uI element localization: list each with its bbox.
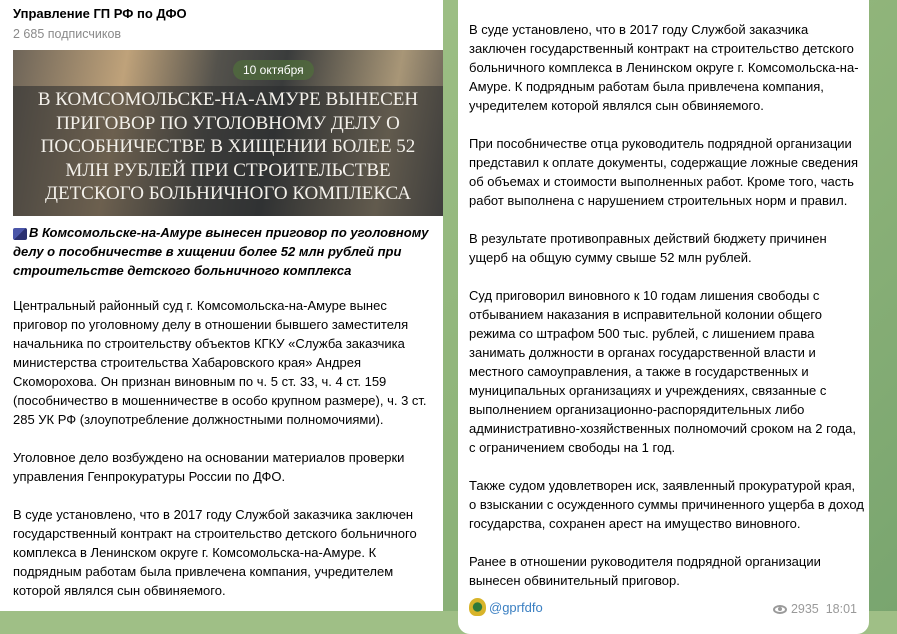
lead-text: В Комсомольске-на-Амуре вынесен приговор по уголовному делу о пособничестве в хищении более 52 млн рублей при строительстве детского больничного комплекса bbox=[13, 225, 429, 278]
paragraph: Также судом удовлетворен иск, заявленный прокуратурой края, о взыскании с осужденного суммы причиненного ущерба в доход государства, сохранен арест на имущество виновного. bbox=[469, 478, 864, 531]
channel-link[interactable]: @gprfdfo bbox=[489, 600, 543, 615]
post-body-left bbox=[13, 296, 438, 600]
paragraph: Уголовное дело возбуждено на основании материалов проверки управления Генпрокуратуры России по ДФО. bbox=[13, 450, 405, 484]
post-lead bbox=[13, 223, 438, 280]
paragraph: Центральный районный суд г. Комсомольска-на-Амуре вынес приговор по уголовному делу в отношении бывшего заместителя начальника по строительству объектов КГКУ «Служба заказчика министерства строительства Хабаровского края» Андрея Скоморохова. Он признан виновным по ч. 5 ст. 33, ч. 4 ст. 159 (пособничество в мошенничестве в особо крупном размере), ч. 3 ст. 285 УК РФ (злоупотребление должностными полномочиями). bbox=[13, 298, 427, 427]
paragraph: В результате противоправных действий бюджету причинен ущерб на общую сумму свыше 52 млн рублей. bbox=[469, 231, 827, 265]
paragraph: Суд приговорил виновного к 10 годам лишения свободы с отбыванием наказания в исправительной колонии общего режима со штрафом 500 тыс. рублей, с лишением права занимать должности в органах государственной власти и местного самоуправления, а также в государственных и муниципальных организациях и учреждениях, связанные с выполнением организационно-распорядительных либо административно-хозяйственных полномочий сроком на 2 года, с ограничением свободы на 1 год. bbox=[469, 288, 856, 455]
message-left bbox=[0, 0, 443, 611]
message-footer bbox=[469, 598, 857, 620]
post-image[interactable] bbox=[13, 50, 443, 216]
paragraph: При пособничестве отца руководитель подрядной организации представил к оплате документы, содержащие ложные сведения об объемах и стоимости выполненных работ. Кроме того, часть работ выполнена с нарушением строительных норм и правил. bbox=[469, 136, 859, 208]
gavel-icon bbox=[13, 228, 27, 240]
eye-icon bbox=[773, 605, 787, 614]
message-meta bbox=[773, 602, 857, 616]
subscriber-count: 2 685 подписчиков bbox=[13, 27, 122, 41]
paragraph: В суде установлено, что в 2017 году Службой заказчика заключен государственный контракт на строительство детского больничного комплекса в Ленинском округе г. Комсомольска-на-Амуре. К подрядным работам была привлечена компания, учредителем которой являлся сын обвиняемого. bbox=[13, 507, 417, 598]
paragraph: Ранее в отношении руководителя подрядной организации вынесен обвинительный приговор. bbox=[469, 554, 821, 588]
message-right bbox=[458, 0, 869, 634]
post-body-right bbox=[469, 20, 864, 598]
channel-title: Управление ГП РФ по ДФО bbox=[13, 6, 187, 21]
paragraph: В суде установлено, что в 2017 году Службой заказчика заключен государственный контракт на строительство детского больничного комплекса в Ленинском округе г. Комсомольска-на-Амуре. К подрядным работам была привлечена компания, учредителем которой являлся сын обвиняемого. bbox=[469, 22, 859, 113]
image-headline: В КОМСОМОЛЬСКЕ-НА-АМУРЕ ВЫНЕСЕН ПРИГОВОР ПО УГОЛОВНОМУ ДЕЛУ О ПОСОБНИЧЕСТВЕ В ХИЩЕНИИ БОЛЕЕ 52 МЛН РУБЛЕЙ ПРИ СТРОИТЕЛЬСТВЕ ДЕТСКОГО БОЛЬНИЧНОГО КОМПЛЕКСА bbox=[37, 89, 419, 204]
message-time: 18:01 bbox=[825, 602, 857, 616]
channel-header[interactable] bbox=[0, 0, 443, 48]
date-badge: 10 октября bbox=[233, 60, 314, 80]
emblem-icon bbox=[469, 598, 486, 616]
view-count: 2935 bbox=[790, 602, 819, 616]
